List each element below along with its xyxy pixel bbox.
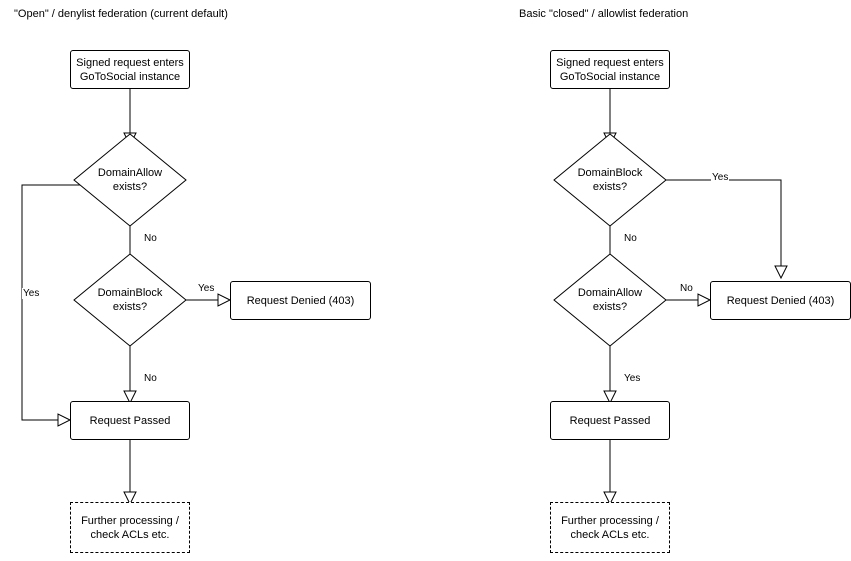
left-entry-label: Signed request enters GoToSocial instance xyxy=(76,56,184,83)
right-domainblock-label: DomainBlock exists? xyxy=(577,167,643,193)
left-further-processing-node xyxy=(70,502,190,553)
left-domainallow-decision xyxy=(74,134,186,226)
left-domainallow-label: DomainAllow exists? xyxy=(97,167,163,193)
right-further-processing-node xyxy=(550,502,670,553)
left-further-processing-label: Further processing / check ACLs etc. xyxy=(81,514,179,541)
left-request-passed-label: Request Passed xyxy=(89,414,171,427)
left-edge-label-block-yes: Yes xyxy=(198,283,215,294)
left-request-passed-node xyxy=(70,401,190,440)
left-request-denied-node xyxy=(230,281,371,320)
left-request-denied-label: Request Denied (403) xyxy=(246,294,355,307)
right-request-passed-node xyxy=(550,401,670,440)
left-entry-node xyxy=(70,50,190,89)
right-domainblock-decision xyxy=(554,134,666,226)
right-diagram-title: Basic "closed" / allowlist federation xyxy=(519,8,689,20)
right-request-passed-label: Request Passed xyxy=(569,414,651,427)
right-entry-label: Signed request enters GoToSocial instance xyxy=(556,56,664,83)
left-diagram-title: "Open" / denylist federation (current default) xyxy=(14,8,228,20)
right-edge-label-allow-no: No xyxy=(680,283,693,294)
left-domainblock-decision xyxy=(74,254,186,346)
left-domainblock-label: DomainBlock exists? xyxy=(97,287,163,313)
right-further-processing-label: Further processing / check ACLs etc. xyxy=(561,514,659,541)
right-domainallow-label: DomainAllow exists? xyxy=(577,287,643,313)
left-edge-label-allow-yes: Yes xyxy=(23,288,40,299)
right-entry-node xyxy=(550,50,670,89)
right-request-denied-label: Request Denied (403) xyxy=(726,294,835,307)
right-request-denied-node xyxy=(710,281,851,320)
right-edge-label-allow-yes: Yes xyxy=(624,373,641,384)
right-edge-label-block-yes: Yes xyxy=(712,172,729,183)
right-edge-label-block-no: No xyxy=(624,233,637,244)
right-domainallow-decision xyxy=(554,254,666,346)
left-edge-label-block-no: No xyxy=(144,373,157,384)
left-edge-label-allow-no: No xyxy=(144,233,157,244)
